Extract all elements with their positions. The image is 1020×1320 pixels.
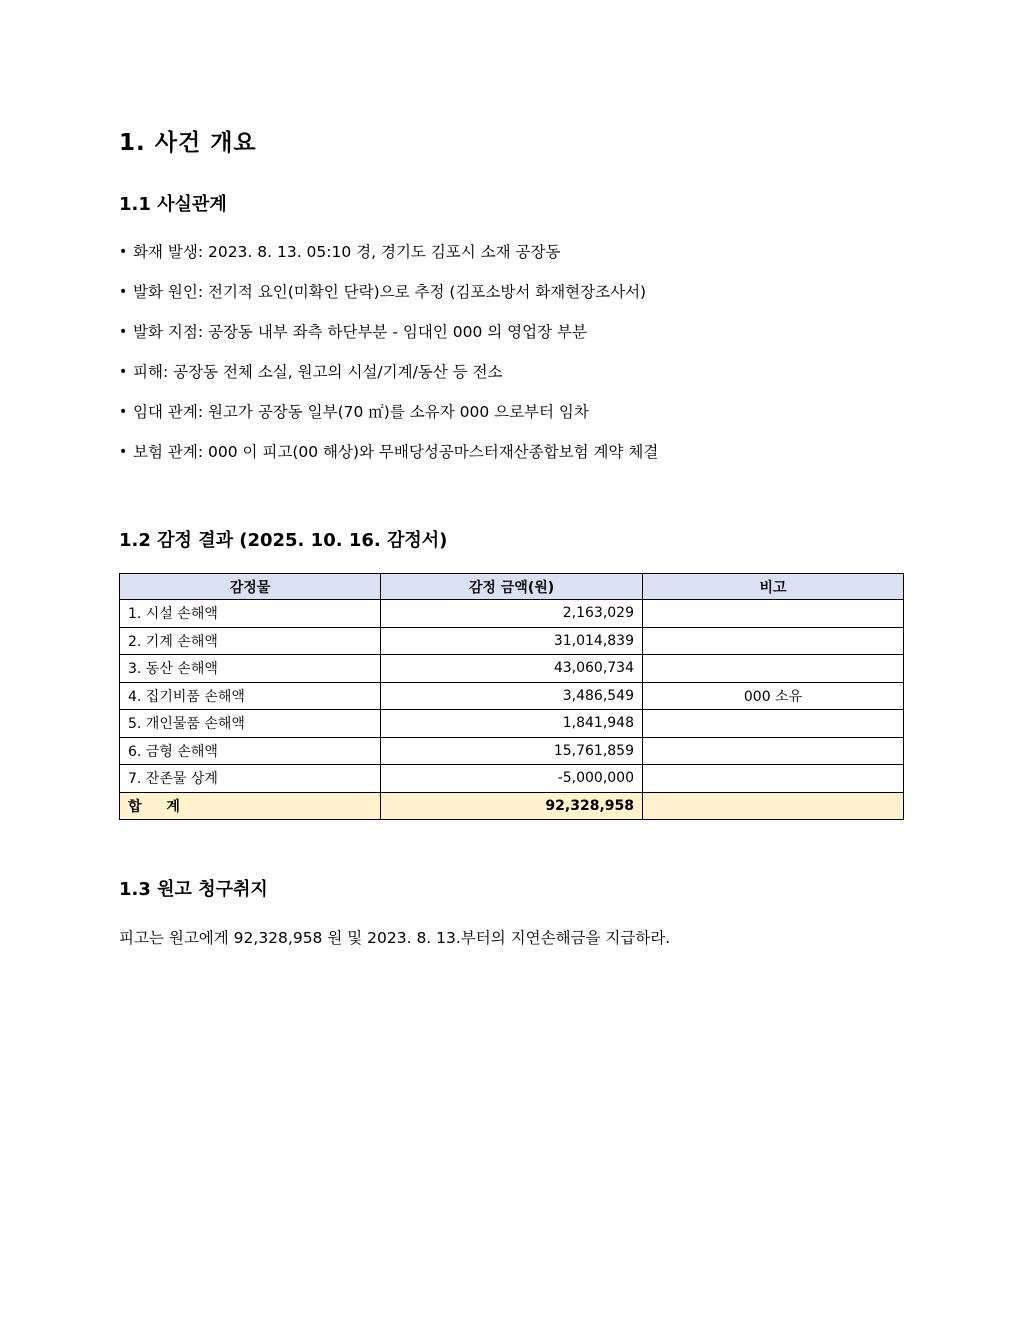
list-item <box>119 360 658 400</box>
list-item <box>119 440 658 480</box>
table-row <box>120 765 904 793</box>
bullet-icon: • <box>119 324 128 340</box>
appraisal-heading: 1.2 감정 결과 (2025. 10. 16. 감정서) <box>119 530 448 551</box>
cell-amount: 2,163,029 <box>381 600 643 628</box>
cell-note: 000 소유 <box>643 682 904 710</box>
table-row <box>120 627 904 655</box>
cell-amount: 1,841,948 <box>381 710 643 738</box>
list-item-text: 피해: 공장동 전체 소실, 원고의 시설/기계/동산 등 전소 <box>133 363 503 381</box>
appraisal-table <box>119 573 904 820</box>
table-row <box>120 710 904 738</box>
cell-amount: 43,060,734 <box>381 655 643 683</box>
table-row <box>120 600 904 628</box>
cell-note <box>643 627 904 655</box>
list-item-text: 화재 발생: 2023. 8. 13. 05:10 경, 경기도 김포시 소재 공장동 <box>133 243 561 261</box>
list-item <box>119 280 658 320</box>
list-item-text: 발화 지점: 공장동 내부 좌측 하단부분 - 임대인 000 의 영업장 부분 <box>133 323 587 341</box>
total-label: 합 계 <box>120 792 381 820</box>
cell-amount: 31,014,839 <box>381 627 643 655</box>
cell-item: 4. 집기비품 손해액 <box>120 682 381 710</box>
total-note <box>643 792 904 820</box>
list-item-text: 임대 관계: 원고가 공장동 일부(70 ㎡)를 소유자 000 으로부터 임차 <box>133 403 589 421</box>
cell-item: 1. 시설 손해액 <box>120 600 381 628</box>
bullet-icon: • <box>119 284 128 300</box>
cell-note <box>643 600 904 628</box>
claim-heading: 1.3 원고 청구취지 <box>119 879 268 900</box>
total-amount: 92,328,958 <box>381 792 643 820</box>
cell-amount: 15,761,859 <box>381 737 643 765</box>
column-header-amount: 감정 금액(원) <box>381 574 643 600</box>
cell-note <box>643 655 904 683</box>
section-title: 1. 사건 개요 <box>119 130 257 156</box>
cell-note <box>643 737 904 765</box>
cell-amount: 3,486,549 <box>381 682 643 710</box>
cell-item: 7. 잔존물 상계 <box>120 765 381 793</box>
cell-item: 2. 기계 손해액 <box>120 627 381 655</box>
cell-item: 6. 금형 손해액 <box>120 737 381 765</box>
list-item <box>119 240 658 280</box>
table-row <box>120 655 904 683</box>
cell-item: 3. 동산 손해액 <box>120 655 381 683</box>
list-item-text: 보험 관계: 000 이 피고(00 해상)와 무배당성공마스터재산종합보험 계약 체결 <box>133 443 659 461</box>
table-row <box>120 682 904 710</box>
table-row <box>120 737 904 765</box>
bullet-icon: • <box>119 444 128 460</box>
list-item <box>119 320 658 360</box>
cell-item: 5. 개인물품 손해액 <box>120 710 381 738</box>
column-header-item: 감정물 <box>120 574 381 600</box>
facts-heading: 1.1 사실관계 <box>119 194 227 215</box>
claim-text: 피고는 원고에게 92,328,958 원 및 2023. 8. 13.부터의 지연손해금을 지급하라. <box>119 929 671 947</box>
table-header-row <box>120 574 904 600</box>
bullet-icon: • <box>119 404 128 420</box>
facts-list <box>119 240 658 480</box>
column-header-note: 비고 <box>643 574 904 600</box>
list-item-text: 발화 원인: 전기적 요인(미확인 단락)으로 추정 (김포소방서 화재현장조사서) <box>133 283 647 301</box>
table-total-row <box>120 792 904 820</box>
list-item <box>119 400 658 440</box>
bullet-icon: • <box>119 364 128 380</box>
cell-note <box>643 765 904 793</box>
bullet-icon: • <box>119 244 128 260</box>
cell-note <box>643 710 904 738</box>
cell-amount: -5,000,000 <box>381 765 643 793</box>
